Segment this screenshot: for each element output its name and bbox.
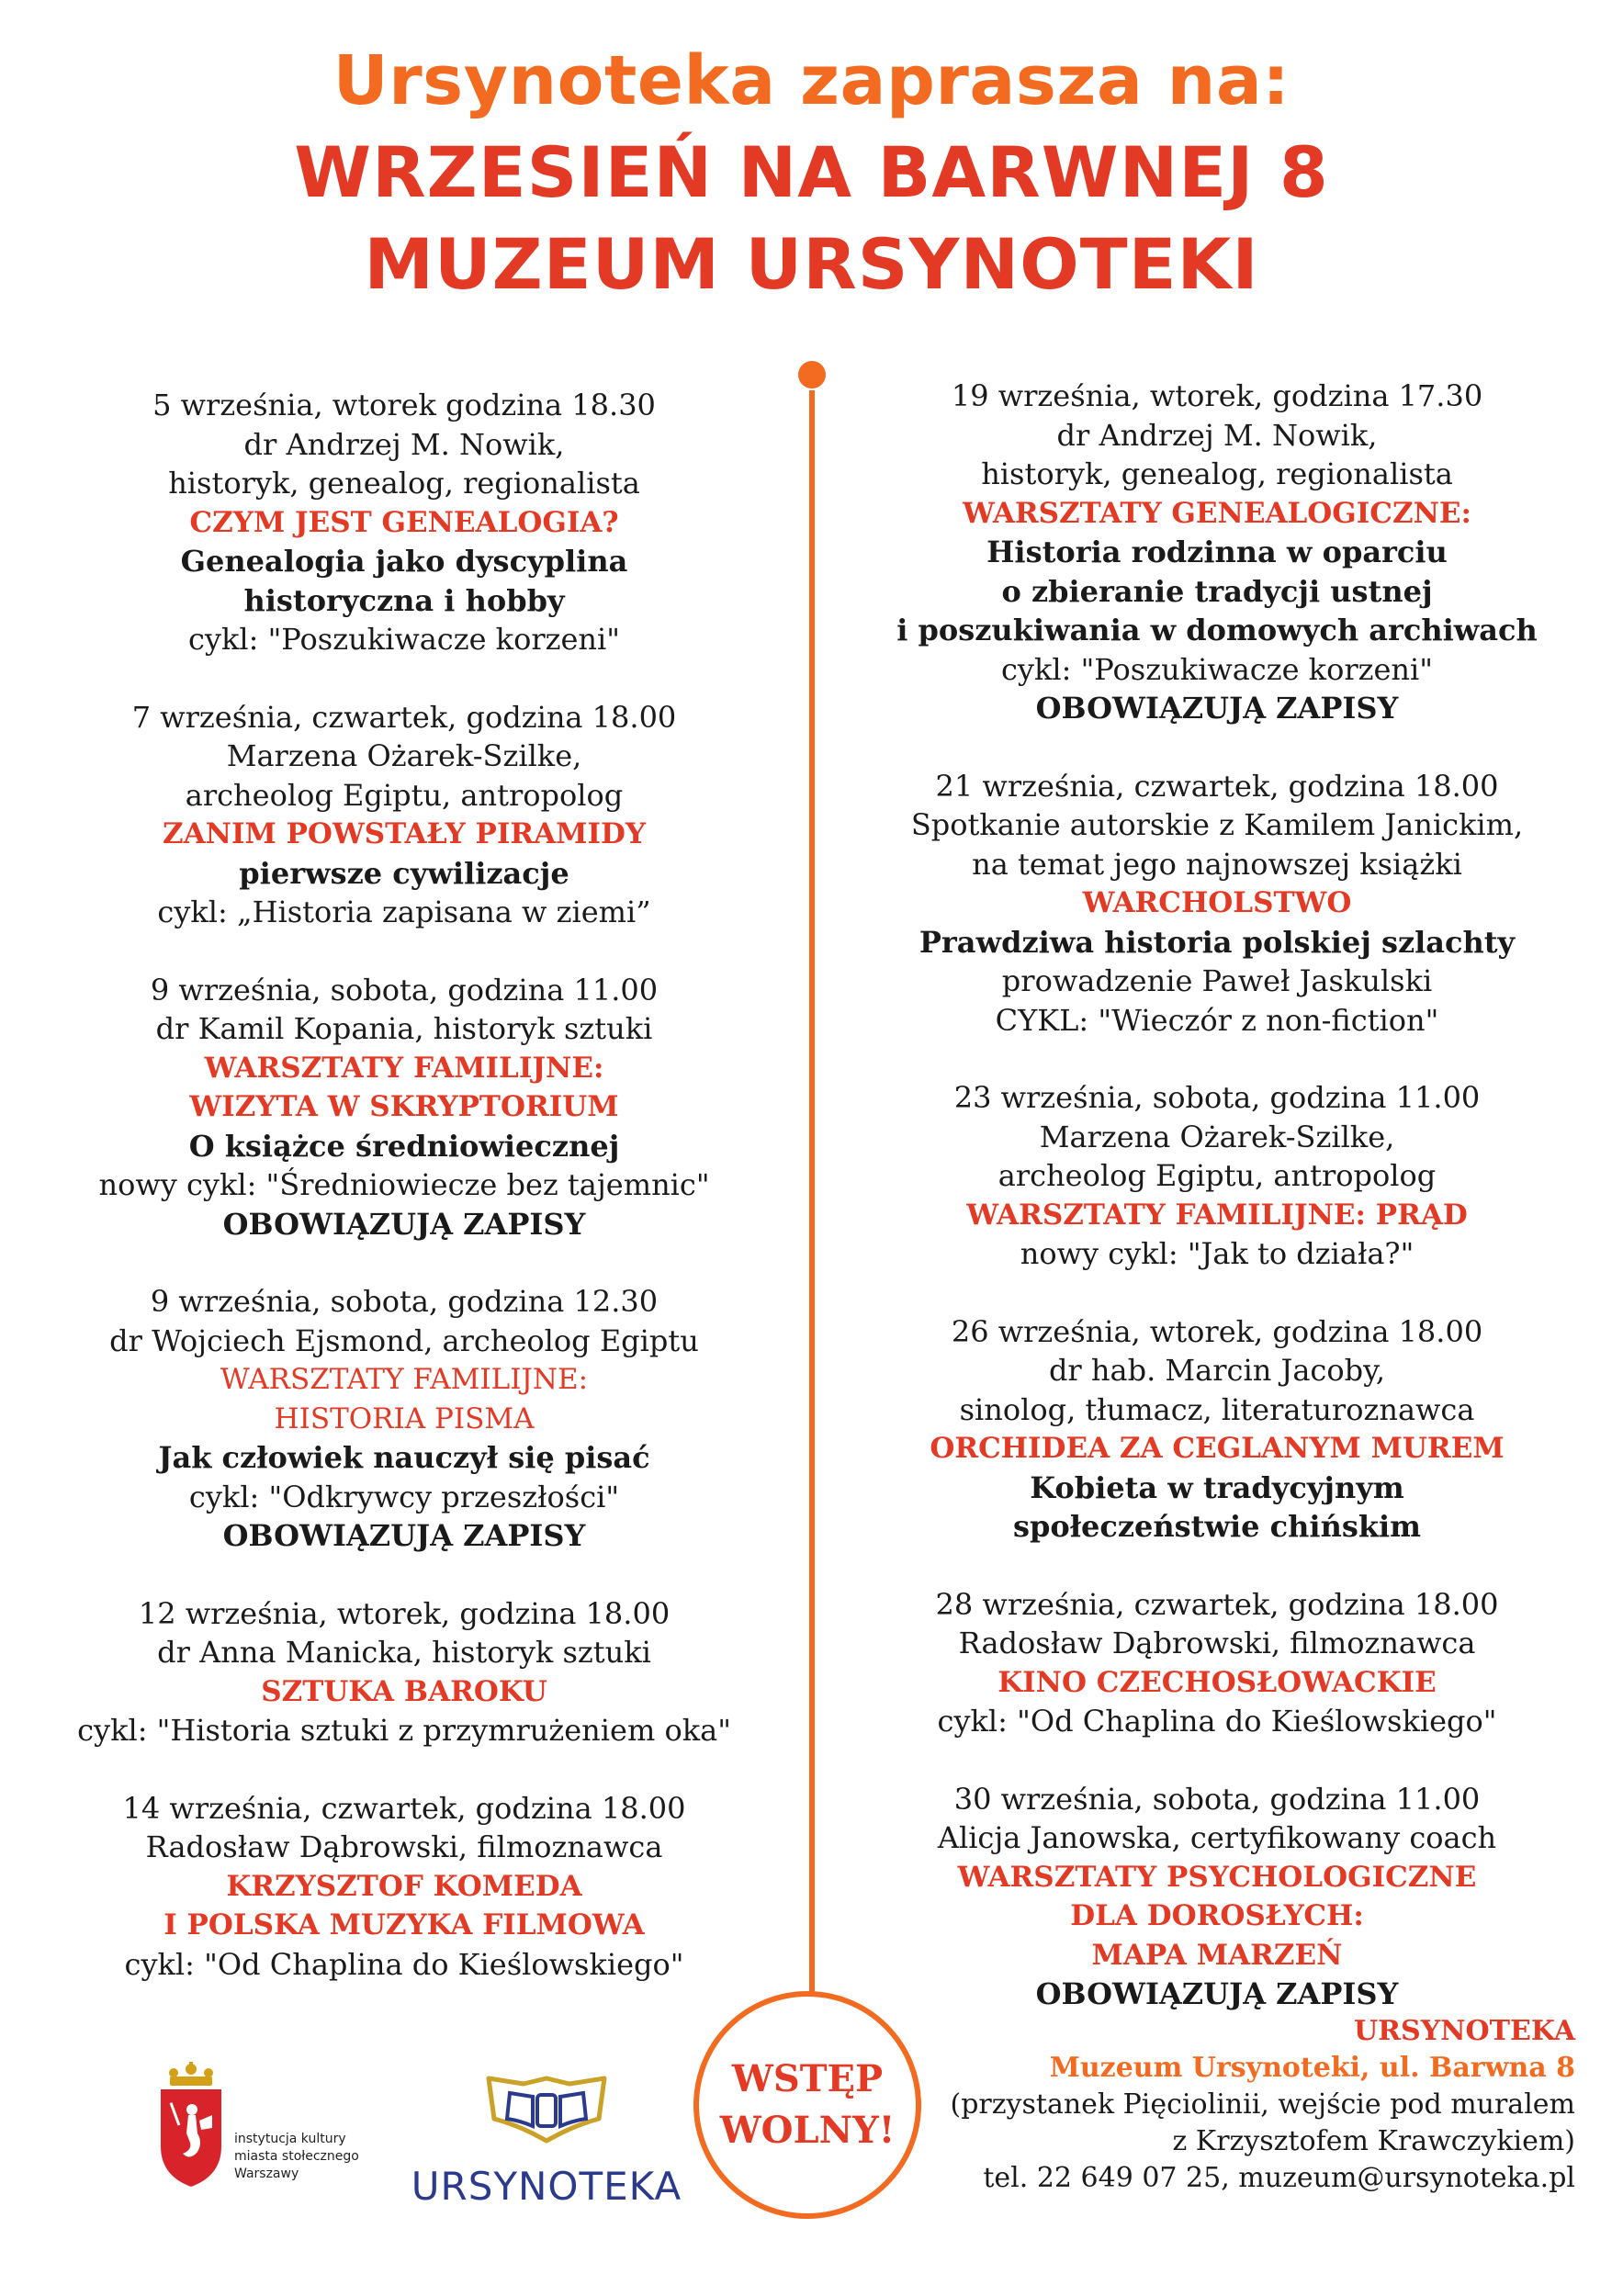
event-subtitle: Kobieta w tradycyjnym [1030, 1469, 1404, 1505]
event-title: WARSZTATY FAMILIJNE: PRĄD [966, 1198, 1468, 1232]
event-person: Marzena Ożarek-Szilke, [226, 738, 582, 773]
badge-line: WOLNY! [719, 2109, 896, 2152]
event-title: ORCHIDEA ZA CEGLANYM MUREM [930, 1432, 1505, 1465]
event-item [28, 386, 781, 659]
event-title: WARCHOLSTWO [1082, 886, 1352, 919]
event-date: 21 września, czwartek, godzina 18.00 [935, 768, 1499, 804]
event-cycle: cykl: "Od Chaplina do Kieślowskiego" [124, 1946, 684, 1982]
contact-directions: (przystanek Pięciolinii, wejście pod muralem [950, 2088, 1575, 2121]
event-role: historyk, genealog, regionalista [168, 466, 640, 501]
event-item [28, 1282, 781, 1556]
free-entry-badge [693, 1991, 921, 2219]
event-title: WARSZTATY FAMILIJNE: [220, 1363, 589, 1396]
event-cycle: cykl: "Poszukiwacze korzeni" [188, 622, 620, 657]
event-title: I POLSKA MUZYKA FILMOWA [163, 1908, 645, 1941]
timeline-dot [796, 359, 828, 390]
contact-info [950, 2013, 1575, 2197]
event-item [28, 1789, 781, 1985]
event-title: WIZYTA W SKRYPTORIUM [189, 1090, 619, 1123]
badge-line: WSTĘP [731, 2057, 884, 2100]
timeline-line [809, 373, 815, 1995]
event-series-title: WRZESIEŃ NA BARWNEJ 8 [294, 131, 1329, 213]
event-host: prowadzenie Paweł Jaskulski [1001, 963, 1433, 998]
event-date: 9 września, sobota, godzina 11.00 [150, 972, 659, 1007]
ursynoteka-logo-text: URSYNOTEKA [411, 2164, 682, 2209]
event-person: Alicja Janowska, certyfikowany coach [937, 1820, 1497, 1855]
event-subtitle: i poszukiwania w domowych archiwach [896, 613, 1538, 647]
event-title: SZTUKA BAROKU [261, 1674, 547, 1708]
event-person: Marzena Ożarek-Szilke, [1039, 1119, 1395, 1154]
poster-header [0, 35, 1623, 310]
contact-address: Muzeum Ursynoteki, ul. Barwna 8 [1049, 2052, 1575, 2084]
event-person: dr Kamil Kopania, historyk sztuki [155, 1011, 653, 1046]
ursynoteka-logo-icon [404, 2071, 689, 2209]
event-title: DLA DOROSŁYCH: [1070, 1899, 1364, 1932]
event-date: 5 września, wtorek godzina 18.30 [152, 388, 656, 422]
registration-note: OBOWIĄZUJĄ ZAPISY [222, 1518, 586, 1553]
event-role: archeolog Egiptu, antropolog [997, 1158, 1437, 1193]
warsaw-institution-label: instytucja kultury miasta stołecznego Warszawy [234, 2132, 359, 2181]
event-title: KRZYSZTOF KOMEDA [226, 1869, 582, 1903]
event-subtitle: O książce średniowiecznej [188, 1128, 620, 1164]
event-subtitle: Prawdziwa historia polskiej szlachty [919, 924, 1516, 960]
event-subtitle: społeczeństwie chińskim [1012, 1509, 1422, 1544]
event-person: Radosław Dąbrowski, filmoznawca [958, 1626, 1476, 1660]
event-item [831, 377, 1603, 728]
event-item [831, 767, 1603, 1041]
event-date: 9 września, sobota, godzina 12.30 [150, 1284, 659, 1319]
event-date: 28 września, czwartek, godzina 18.00 [935, 1586, 1499, 1622]
event-date: 30 września, sobota, godzina 11.00 [953, 1781, 1481, 1817]
event-person: dr hab. Marcin Jacoby, [1048, 1353, 1386, 1388]
contact-phone-email: tel. 22 649 07 25, muzeum@ursynoteka.pl [983, 2162, 1575, 2194]
event-title: CZYM JEST GENEALOGIA? [189, 505, 619, 539]
event-item [831, 1312, 1603, 1547]
event-subtitle: Historia rodzinna w oparciu [986, 535, 1448, 569]
event-subtitle: o zbieranie tradycji ustnej [1001, 573, 1433, 609]
event-date: 26 września, wtorek, godzina 18.00 [951, 1313, 1483, 1349]
event-cycle: nowy cykl: "Jak to działa?" [1020, 1236, 1414, 1271]
event-subtitle: historyczna i hobby [243, 582, 565, 618]
invitation-line: Ursynoteka zaprasza na: [332, 41, 1291, 120]
event-item [831, 1585, 1603, 1741]
contact-name: URSYNOTEKA [1353, 2015, 1575, 2047]
event-item [28, 698, 781, 932]
event-title: HISTORIA PISMA [274, 1401, 535, 1435]
event-cycle: cykl: „Historia zapisana w ziemi” [157, 895, 651, 929]
event-role: sinolog, tłumacz, literaturoznawca [959, 1391, 1475, 1427]
event-cycle: CYKL: "Wieczór z non-fiction" [995, 1002, 1439, 1038]
event-item [28, 971, 781, 1244]
event-person: Spotkanie autorskie z Kamilem Janickim, [910, 807, 1524, 842]
event-subtitle: Jak człowiek nauczył się pisać [158, 1440, 650, 1475]
event-date: 12 września, wtorek, godzina 18.00 [138, 1595, 671, 1631]
event-title: KINO CZECHOSŁOWACKIE [997, 1665, 1437, 1699]
event-cycle: cykl: "Od Chaplina do Kieślowskiego" [937, 1704, 1497, 1739]
event-role: na temat jego najnowszej książki [972, 846, 1462, 882]
event-cycle: cykl: "Odkrywcy przeszłości" [188, 1479, 620, 1514]
event-subtitle: Genealogia jako dyscyplina [180, 544, 628, 579]
event-title: MAPA MARZEŃ [1091, 1938, 1343, 1972]
event-person: dr Anna Manicka, historyk sztuki [157, 1635, 651, 1670]
event-person: dr Andrzej M. Nowik, [243, 426, 565, 462]
registration-note: OBOWIĄZUJĄ ZAPISY [222, 1206, 586, 1242]
event-cycle: cykl: "Historia sztuki z przymrużeniem oka" [77, 1713, 731, 1748]
left-column [28, 386, 781, 2022]
contact-directions: z Krzysztofem Krawczykiem) [1172, 2125, 1575, 2157]
event-item [831, 1780, 1603, 2014]
event-date: 23 września, sobota, godzina 11.00 [953, 1080, 1481, 1115]
event-person: dr Andrzej M. Nowik, [1056, 417, 1378, 453]
event-title: ZANIM POWSTAŁY PIRAMIDY [163, 817, 646, 850]
registration-note: OBOWIĄZUJĄ ZAPISY [1035, 1976, 1399, 2011]
event-item [831, 1078, 1603, 1274]
event-item [28, 1594, 781, 1750]
event-cycle: nowy cykl: "Średniowiecze bez tajemnic" [98, 1167, 710, 1202]
event-role: archeolog Egiptu, antropolog [185, 777, 624, 813]
event-title: WARSZTATY PSYCHOLOGICZNE [957, 1860, 1477, 1894]
event-role: historyk, genealog, regionalista [981, 456, 1453, 491]
event-title: WARSZTATY FAMILIJNE: [204, 1051, 604, 1085]
event-subtitle: pierwsze cywilizacje [239, 855, 569, 891]
registration-note: OBOWIĄZUJĄ ZAPISY [1035, 691, 1399, 726]
event-date: 14 września, czwartek, godzina 18.00 [122, 1790, 686, 1826]
event-person: dr Wojciech Ejsmond, archeolog Egiptu [109, 1322, 699, 1358]
right-column [831, 377, 1603, 2053]
museum-title: MUZEUM URSYNOTEKI [364, 223, 1259, 305]
event-date: 19 września, wtorek, godzina 17.30 [951, 378, 1483, 413]
event-title: WARSZTATY GENEALOGICZNE: [963, 496, 1471, 530]
event-date: 7 września, czwartek, godzina 18.00 [131, 699, 677, 735]
event-cycle: cykl: "Poszukiwacze korzeni" [1001, 651, 1433, 687]
event-person: Radosław Dąbrowski, filmoznawca [145, 1829, 663, 1864]
